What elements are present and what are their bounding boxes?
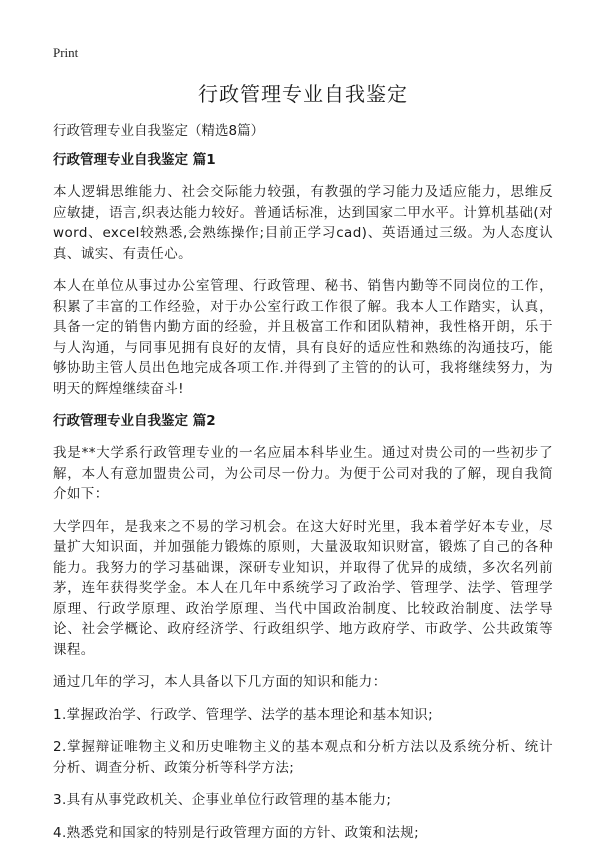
page-title: 行政管理专业自我鉴定 <box>198 82 408 106</box>
section-2 <box>53 411 553 843</box>
paragraph: 大学四年，是我来之不易的学习机会。在这大好时光里，我本着学好本专业，尽量扩大知识面，并加强能力锻炼的原则，大量汲取知识财富，锻炼了自己的各种能力。我努力的学习基础课，深研专业知识，并取得了优异的成绩，多次名列前茅，连年获得奖学金。本人在几年中系统学习了政治学、管理学、法学、管理学原理、行政学原理、政治学原理、当代中国政治制度、比较政治制度、法学导论、社会学概论、政府经济学、行政组织学、地方政府学、市政学、公共政策等课程。 <box>53 518 553 658</box>
paragraph: 通过几年的学习，本人具备以下几方面的知识和能力： <box>53 674 387 690</box>
document-content <box>53 150 553 855</box>
section-1 <box>53 150 553 399</box>
paragraph: 我是**大学系行政管理专业的一名应届本科毕业生。通过对贵公司的一些初步了解，本人有意加盟贵公司，为公司尽一份力。为便于公司对我的了解，现自我简介如下： <box>53 445 553 502</box>
list-item: 4.熟悉党和国家的特别是行政管理方面的方针、政策和法规; <box>53 824 420 841</box>
section-heading: 行政管理专业自我鉴定 篇2 <box>53 413 216 429</box>
list-item: 3.具有从事党政机关、企事业单位行政管理的基本能力; <box>53 792 392 808</box>
list-item: 2.掌握辩证唯物主义和历史唯物主义的基本观点和分析方法以及系统分析、统计分析、调查分析、政策分析等科学方法; <box>53 739 553 776</box>
paragraph: 本人在单位从事过办公室管理、行政管理、秘书、销售内勤等不同岗位的工作，积累了丰富的工作经验，对于办公室行政工作很了解。我本人工作踏实，认真，具备一定的销售内勤方面的经验，并且极富工作和团队精神，我性格开朗，乐于与人沟通，与同事见拥有良好的友情，具有良好的适应性和熟练的沟通技巧，能够协助主管人员出色地完成各项工作.并得到了主管的的认可，我将继续努力，为明天的辉煌继续奋斗! <box>53 278 553 397</box>
document-subtitle: 行政管理专业自我鉴定（精选8篇） <box>53 123 265 139</box>
list-item: 1.掌握政治学、行政学、管理学、法学的基本理论和基本知识; <box>53 706 434 723</box>
print-link[interactable]: Print <box>53 45 79 60</box>
paragraph: 本人逻辑思维能力、社会交际能力较强，有教强的学习能力及适应能力，思维反应敏捷，语言,织表达能力较好。普通话标准，达到国家二甲水平。计算机基础(对word、excel较熟悉,会熟练操作;目前正学习cad)、英语通过三级。为人态度认真、诚实、有责任心。 <box>53 184 553 262</box>
section-heading: 行政管理专业自我鉴定 篇1 <box>53 152 216 168</box>
